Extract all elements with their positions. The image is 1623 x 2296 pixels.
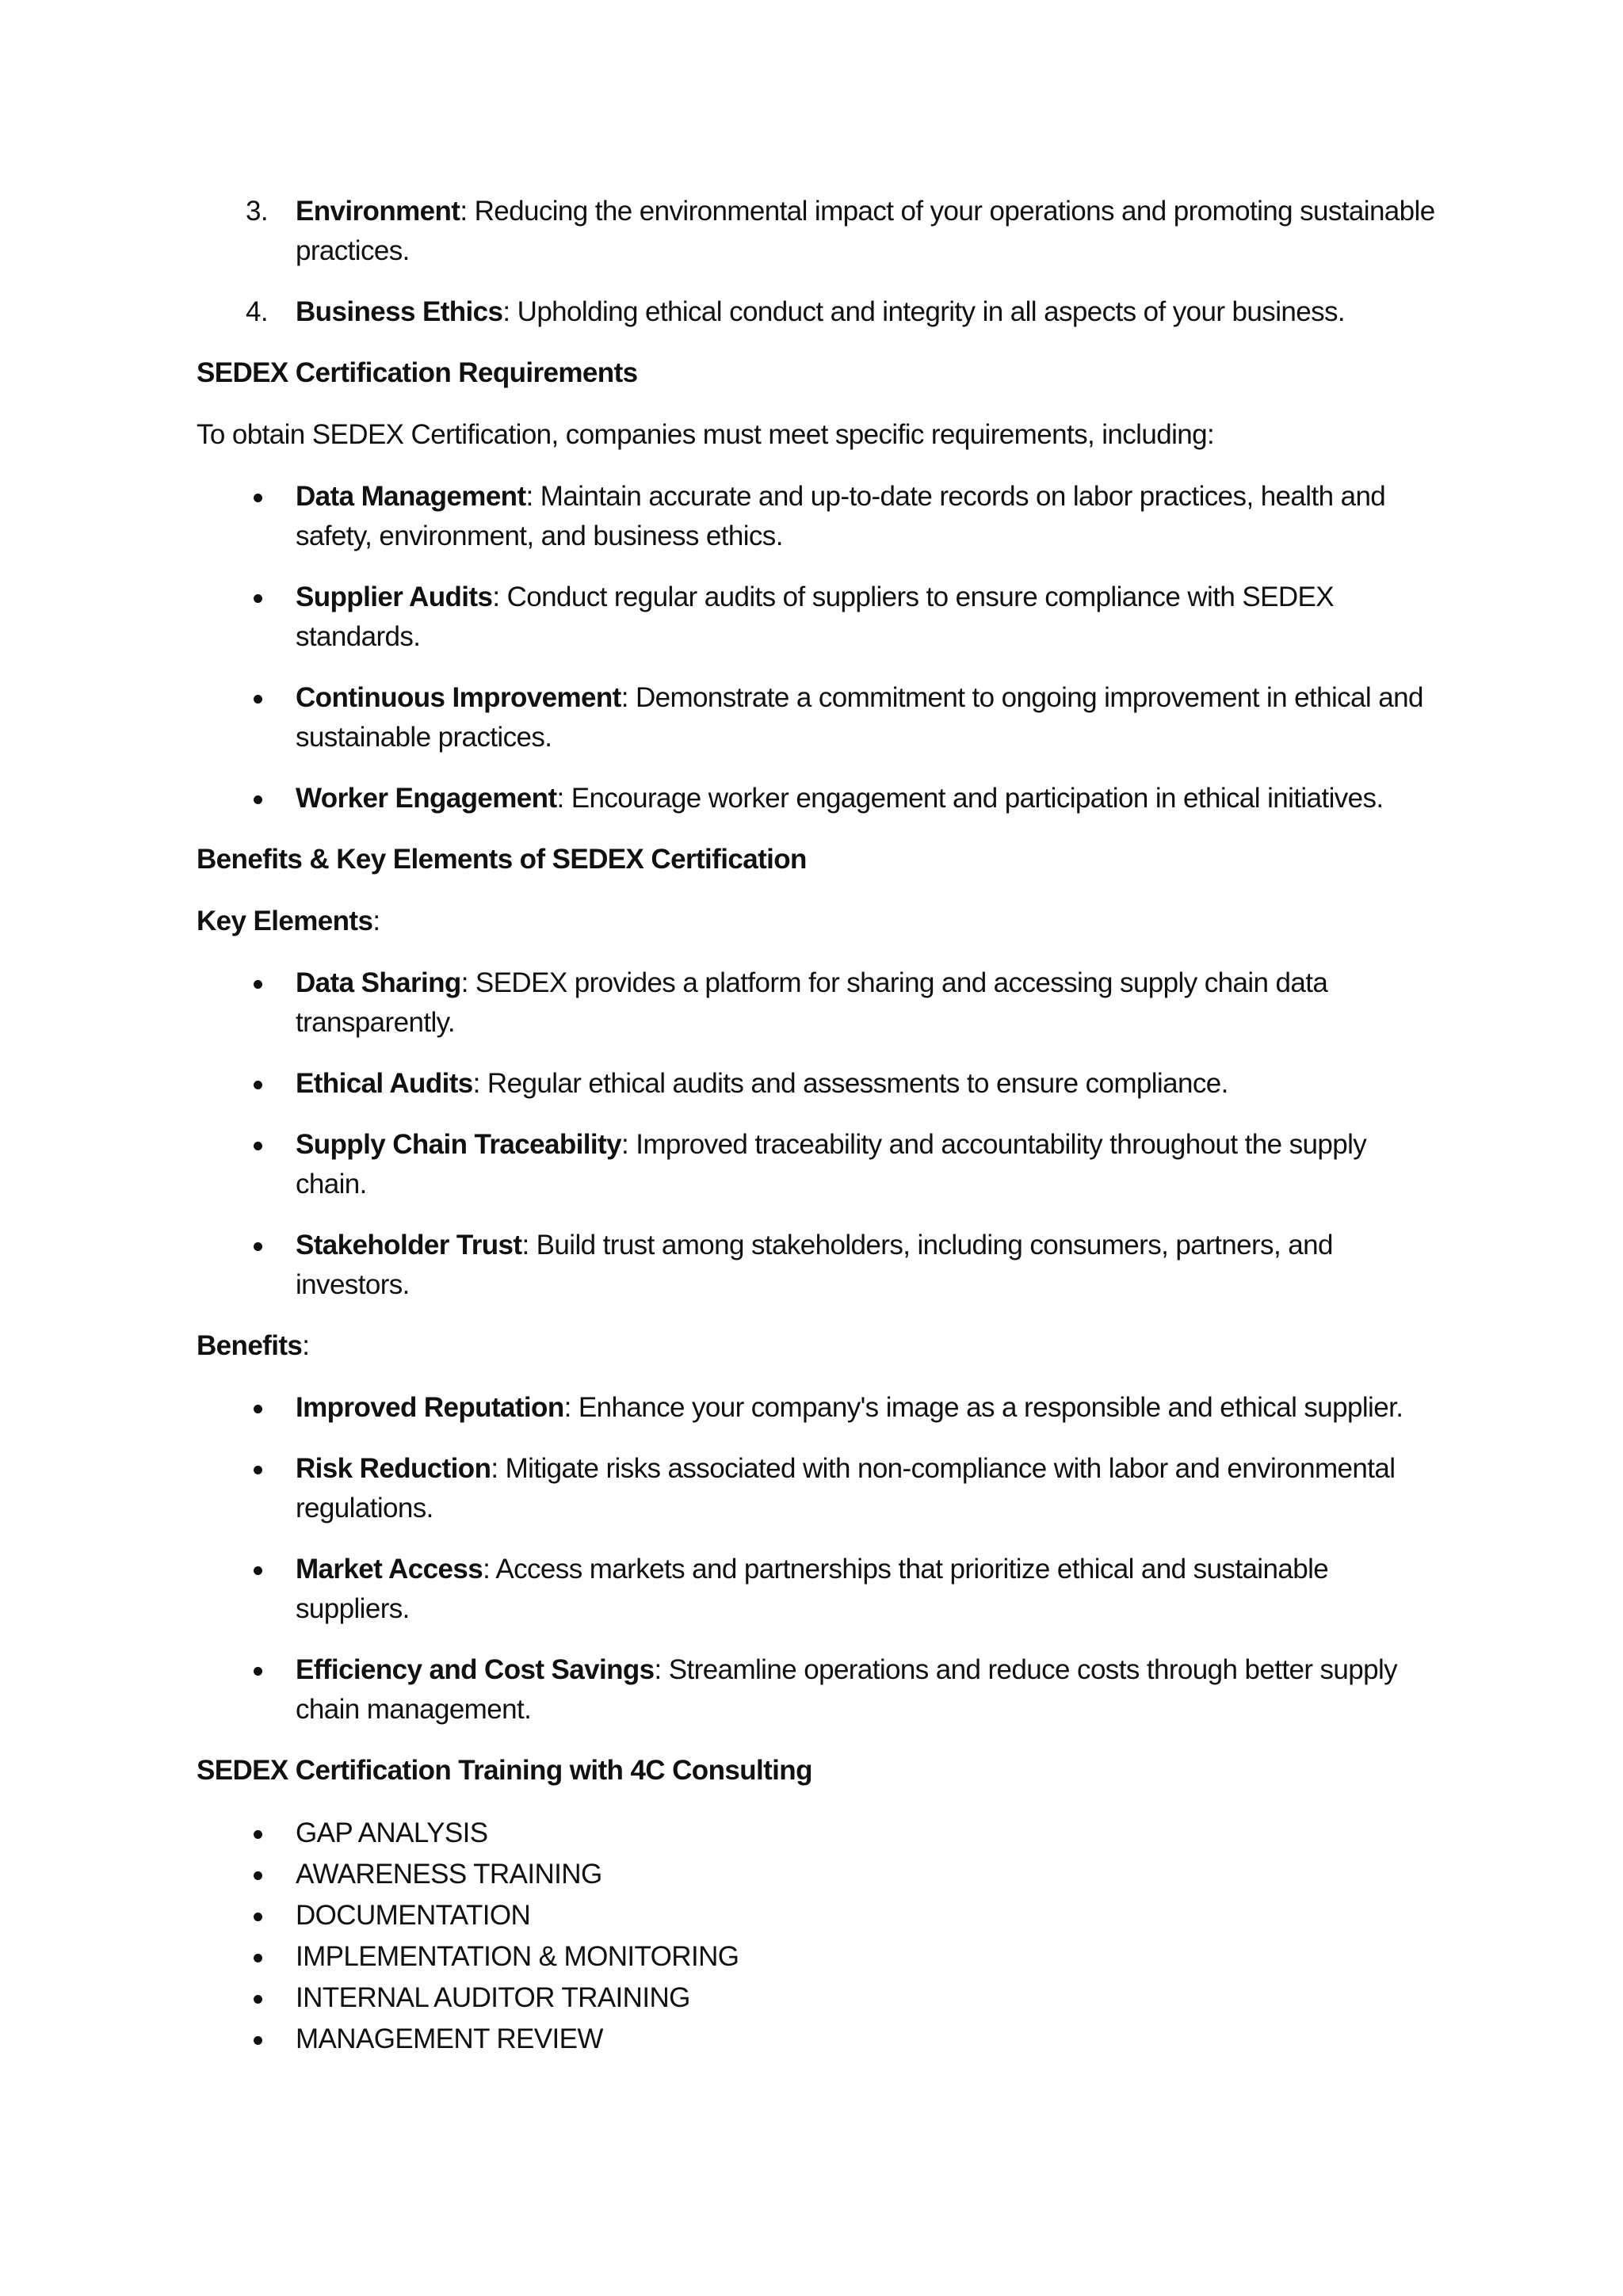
key-elements-label-text: Key Elements — [197, 906, 373, 936]
item-text: : SEDEX provides a platform for sharing and accessing supply chain data transparently. — [296, 967, 1328, 1038]
benefits-label-text: Benefits — [197, 1330, 303, 1361]
item-term: Efficiency and Cost Savings — [296, 1654, 655, 1685]
bullet-icon — [254, 1142, 262, 1150]
item-term: Worker Engagement — [296, 783, 557, 814]
item-term: Environment — [296, 196, 460, 227]
training-heading: SEDEX Certification Training with 4C Consulting — [197, 1755, 812, 1786]
item-term: Supplier Audits — [296, 582, 493, 612]
item-text: INTERNAL AUDITOR TRAINING — [296, 1982, 690, 2013]
item-term: Data Sharing — [296, 967, 461, 998]
item-term: Data Management — [296, 481, 526, 512]
item-text: : Mitigate risks associated with non-compliance with labor and environmental regulations. — [296, 1453, 1396, 1524]
bullet-icon — [254, 1566, 262, 1575]
benefits-list — [197, 1388, 1441, 1730]
list-item — [197, 1813, 1441, 1854]
item-term: Improved Reputation — [296, 1392, 564, 1423]
bullet-icon — [254, 1405, 262, 1413]
item-term: Market Access — [296, 1554, 483, 1585]
bullet-icon — [254, 1466, 262, 1474]
training-list — [197, 1813, 1441, 2060]
document-body — [197, 192, 1441, 2060]
item-text: : Reducing the environmental impact of your operations and promoting sustainable practices. — [296, 196, 1435, 266]
item-text: : Build trust among stakeholders, including consumers, partners, and investors. — [296, 1230, 1333, 1300]
list-item — [197, 1125, 1441, 1204]
item-text: : Conduct regular audits of suppliers to ensure compliance with SEDEX standards. — [296, 582, 1334, 652]
item-text: : Encourage worker engagement and participation in ethical initiatives. — [556, 783, 1384, 814]
item-text: : Access markets and partnerships that prioritize ethical and sustainable suppliers. — [296, 1554, 1329, 1624]
item-term: Supply Chain Traceability — [296, 1129, 621, 1160]
bullet-icon — [254, 1913, 262, 1921]
item-text: : Improved traceability and accountability throughout the supply chain. — [296, 1129, 1367, 1199]
item-term: Ethical Audits — [296, 1068, 473, 1099]
numbered-item — [197, 292, 1441, 332]
item-text: : Regular ethical audits and assessments to ensure compliance. — [472, 1068, 1228, 1099]
bullet-icon — [254, 980, 262, 989]
item-term: Risk Reduction — [296, 1453, 491, 1484]
list-item — [197, 1854, 1441, 1895]
bullet-icon — [254, 1667, 262, 1676]
list-item — [197, 1978, 1441, 2019]
numbered-list — [197, 192, 1441, 332]
item-text: : Upholding ethical conduct and integrity in all aspects of your business. — [502, 296, 1346, 327]
bullet-icon — [254, 2036, 262, 2045]
list-item — [197, 963, 1441, 1043]
label-colon: : — [372, 906, 380, 936]
bullet-icon — [254, 494, 262, 502]
bullet-icon — [254, 795, 262, 804]
item-term: Business Ethics — [296, 296, 503, 327]
list-item — [197, 2019, 1441, 2060]
item-text: MANAGEMENT REVIEW — [296, 2023, 603, 2054]
requirements-heading: SEDEX Certification Requirements — [197, 357, 638, 388]
list-item — [197, 1226, 1441, 1305]
item-term: Continuous Improvement — [296, 682, 621, 713]
key-elements-list — [197, 963, 1441, 1305]
label-colon: : — [302, 1330, 310, 1361]
bullet-icon — [254, 695, 262, 704]
list-item — [197, 477, 1441, 556]
list-item — [197, 1388, 1441, 1428]
item-term: Stakeholder Trust — [296, 1230, 522, 1261]
bullet-icon — [254, 1954, 262, 1962]
bullet-icon — [254, 1081, 262, 1089]
item-text: DOCUMENTATION — [296, 1900, 531, 1931]
bullet-icon — [254, 1830, 262, 1839]
benefits-section-heading: Benefits & Key Elements of SEDEX Certification — [197, 844, 807, 875]
requirements-list — [197, 477, 1441, 818]
list-item — [197, 578, 1441, 657]
item-text: : Maintain accurate and up-to-date records on labor practices, health and safety, environment, and business ethics. — [296, 481, 1386, 551]
bullet-icon — [254, 594, 262, 603]
list-item — [197, 1936, 1441, 1978]
list-item — [197, 678, 1441, 757]
numbered-item — [197, 192, 1441, 271]
requirements-intro: To obtain SEDEX Certification, companies must meet specific requirements, including: — [197, 419, 1215, 450]
item-number: 3. — [246, 196, 268, 227]
list-item — [197, 1064, 1441, 1104]
list-item — [197, 1449, 1441, 1528]
item-number: 4. — [246, 296, 268, 327]
item-text: : Enhance your company's image as a responsible and ethical supplier. — [563, 1392, 1403, 1423]
key-elements-label — [197, 902, 1441, 941]
item-text: AWARENESS TRAINING — [296, 1859, 602, 1890]
bullet-icon — [254, 1995, 262, 2004]
bullet-icon — [254, 1871, 262, 1880]
list-item — [197, 1550, 1441, 1629]
list-item — [197, 1650, 1441, 1730]
list-item — [197, 779, 1441, 818]
item-text: : Demonstrate a commitment to ongoing improvement in ethical and sustainable practices. — [296, 682, 1423, 753]
benefits-label — [197, 1326, 1441, 1366]
item-text: IMPLEMENTATION & MONITORING — [296, 1941, 739, 1972]
item-text: : Streamline operations and reduce costs through better supply chain management. — [296, 1654, 1398, 1725]
bullet-icon — [254, 1242, 262, 1251]
list-item — [197, 1895, 1441, 1936]
item-text: GAP ANALYSIS — [296, 1817, 488, 1848]
